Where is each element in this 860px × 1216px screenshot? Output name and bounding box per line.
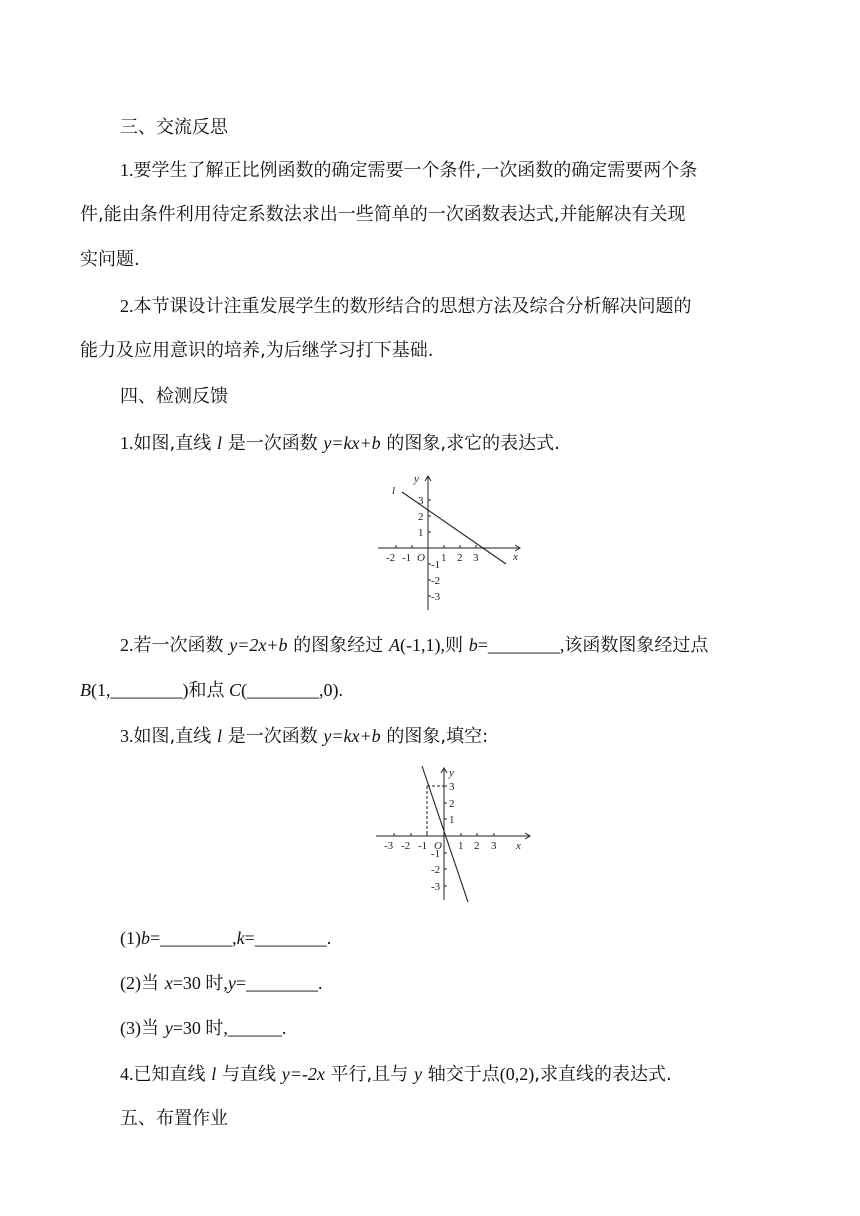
question-number: 2. [120, 635, 134, 655]
answer-blank: =________, [150, 928, 237, 948]
text: 与直线 [216, 1064, 282, 1085]
y-tick: -3 [431, 881, 441, 893]
line-symbol: l [216, 726, 222, 746]
text: =30 时, [172, 973, 228, 993]
y-tick: -3 [431, 591, 441, 603]
part-number: (2) [120, 973, 141, 993]
origin-label: O [434, 840, 442, 852]
text: 的图象,求它的表达式. [380, 433, 560, 454]
answer-blank: =________,该函数图象经过点 [477, 635, 709, 655]
function-formula: y=-2x [281, 1064, 325, 1084]
text: 当 [141, 973, 165, 994]
reflection-paragraph-2-line-2: 能力及应用意识的培养,为后继学习打下基础. [80, 340, 434, 361]
point-c: C [229, 680, 242, 700]
variable-b: b [468, 635, 478, 655]
text: 是一次函数 [221, 726, 324, 747]
y-tick: 2 [418, 511, 424, 523]
y-axis-label: y [414, 473, 419, 485]
question-1 [0, 429, 860, 458]
paragraph-number: 1. [120, 160, 134, 180]
x-tick: 1 [458, 840, 464, 852]
y-axis-label: y [449, 767, 454, 779]
x-tick: 3 [473, 552, 479, 564]
point-coords: (0,2) [499, 1064, 535, 1084]
function-formula: y=kx+b [323, 433, 381, 453]
paragraph-number: 2. [120, 296, 134, 316]
question-3-part-2 [0, 969, 860, 998]
part-number: (3) [120, 1018, 141, 1038]
text: 要学生了解正比例函数的确定需要一个条件,一次函数的确定需要两个条 [133, 160, 698, 181]
origin-label: O [417, 552, 425, 564]
text: 若一次函数 [133, 635, 230, 656]
part-number: (1) [120, 928, 141, 948]
point-a: A [388, 635, 400, 655]
reflection-paragraph-1-line-2: 件,能由条件利用待定系数法求出一些简单的一次函数表达式,并能解决有关现 [80, 204, 686, 225]
line-symbol: l [216, 433, 222, 453]
function-formula: y=kx+b [323, 726, 381, 746]
answer-blank: =30 时,______. [172, 1018, 287, 1038]
section-heading-feedback: 四、检测反馈 [120, 386, 228, 407]
x-tick: 3 [491, 840, 497, 852]
answer-blank: =________. [244, 928, 332, 948]
x-axis-label: x [516, 840, 521, 852]
point-b-blank: (1,________)和点 [91, 680, 229, 700]
text: 如图,直线 [133, 433, 217, 454]
text: 已知直线 [133, 1064, 212, 1085]
y-tick: -1 [431, 559, 441, 571]
question-number: 4. [120, 1064, 134, 1084]
text: 则 [444, 635, 469, 656]
variable-k: k [236, 928, 245, 948]
variable-y: y [164, 1018, 173, 1038]
point-b: B [80, 680, 91, 700]
question-2-line-2 [0, 676, 860, 705]
y-tick: -1 [431, 848, 441, 860]
question-3-part-3 [0, 1014, 860, 1043]
text: 的图象,填空: [380, 726, 489, 747]
reflection-paragraph-1-line-3: 实问题. [80, 249, 140, 270]
reflection-paragraph-1-line-1 [0, 156, 860, 185]
text: 本节课设计注重发展学生的数形结合的思想方法及综合分析解决问题的 [133, 296, 692, 317]
question-4 [0, 1060, 860, 1089]
y-tick: 1 [418, 527, 424, 539]
text: 如图,直线 [133, 726, 217, 747]
graph-2 [370, 762, 540, 907]
y-tick: -2 [431, 575, 441, 587]
y-tick: 1 [449, 814, 455, 826]
variable-y: y [414, 1064, 422, 1084]
text: 当 [141, 1018, 165, 1039]
text: 轴交于点 [422, 1064, 500, 1085]
x-tick: -2 [386, 552, 396, 564]
variable-x: x [164, 973, 173, 993]
section-heading-homework: 五、布置作业 [120, 1108, 228, 1129]
section-heading-reflection: 三、交流反思 [120, 117, 228, 138]
variable-y: y [227, 973, 236, 993]
question-number: 1. [120, 433, 134, 453]
x-tick: -3 [384, 840, 394, 852]
y-tick: 2 [449, 798, 455, 810]
x-tick: -2 [401, 840, 411, 852]
x-tick: -1 [418, 840, 428, 852]
text: 的图象经过 [287, 635, 389, 656]
y-tick: 3 [449, 781, 455, 793]
question-number: 3. [120, 726, 134, 746]
x-axis-label: x [513, 551, 518, 563]
x-tick: 2 [457, 552, 463, 564]
text: 是一次函数 [221, 433, 324, 454]
line-label: l [392, 485, 396, 497]
question-3-part-1 [0, 924, 860, 953]
x-tick: -1 [402, 552, 412, 564]
answer-blank: =________. [235, 973, 323, 993]
y-tick: 3 [418, 495, 424, 507]
text: ,求直线的表达式. [534, 1064, 672, 1085]
text: 平行,且与 [324, 1064, 414, 1085]
line-symbol: l [211, 1064, 217, 1084]
x-tick: 1 [441, 552, 447, 564]
function-formula: y=2x+b [229, 635, 288, 655]
variable-b: b [141, 928, 150, 948]
x-tick: 2 [474, 840, 480, 852]
question-3 [0, 722, 860, 751]
point-a-coords: (-1,1), [399, 635, 445, 655]
point-c-blank: (________,0). [241, 680, 344, 700]
graph-1 [370, 470, 535, 615]
y-tick: -2 [431, 864, 441, 876]
reflection-paragraph-2-line-1 [0, 292, 860, 321]
question-2-line-1 [0, 631, 860, 660]
